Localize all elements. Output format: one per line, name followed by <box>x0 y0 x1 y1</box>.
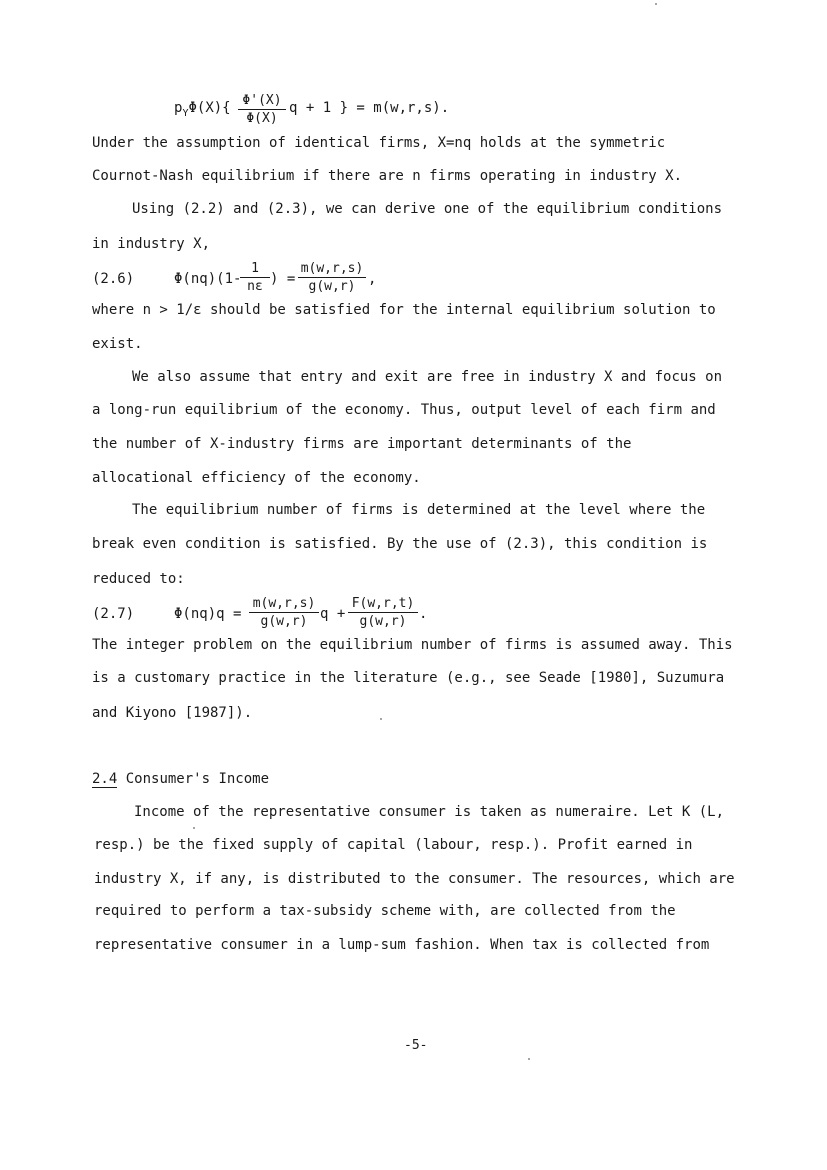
frac-denominator: g(w,r) <box>308 279 356 294</box>
equation-2-6-lhs: Φ(nq)(1- <box>174 271 242 287</box>
eq-top-suffix: q + 1 } = m(w,r,s). <box>289 100 450 116</box>
equation-2-6-fraction-1 <box>240 262 270 293</box>
text-line: and Kiyono [1987]). <box>92 705 253 721</box>
frac-denominator: g(w,r) <box>260 614 308 629</box>
eq-top-frac-denominator: Φ(X) <box>246 111 278 126</box>
text-line: allocational efficiency of the economy. <box>92 470 421 486</box>
text-line: in industry X, <box>92 236 211 252</box>
scan-speck <box>380 718 382 720</box>
text-line: is a customary practice in the literature (e.g., see Seade [1980], Suzumura <box>92 670 725 686</box>
equation-2-7-mid: q + <box>320 606 346 622</box>
page-number: -5- <box>404 1038 428 1053</box>
eq-top-frac-numerator: Φ'(X) <box>238 94 286 110</box>
text-line: We also assume that entry and exit are free in industry X and focus on <box>132 369 723 385</box>
equation-2-6-mid: ) = <box>270 271 296 287</box>
text-line: representative consumer in a lump-sum fashion. When tax is collected from <box>94 937 710 953</box>
eq-top-subscript: Y <box>182 107 189 119</box>
equation-2-6-label: (2.6) <box>92 271 135 287</box>
text-line: the number of X-industry firms are important determinants of the <box>92 436 632 452</box>
text-line: The equilibrium number of firms is determined at the level where the <box>132 502 706 518</box>
section-number: 2.4 <box>92 771 118 787</box>
frac-numerator: F(w,r,t) <box>348 597 418 613</box>
text-line: industry X, if any, is distributed to the consumer. The resources, which are <box>94 871 735 887</box>
equation-2-6-fraction-2 <box>298 262 366 293</box>
section-title: Consumer's Income <box>125 771 270 787</box>
frac-denominator: nε <box>247 279 263 294</box>
frac-numerator: m(w,r,s) <box>249 597 319 613</box>
text-line: a long-run equilibrium of the economy. Thus, output level of each firm and <box>92 402 716 418</box>
text-line: Under the assumption of identical firms, X=nq holds at the symmetric <box>92 135 666 151</box>
text-line: Using (2.2) and (2.3), we can derive one of the equilibrium conditions <box>132 201 723 217</box>
text-line: The integer problem on the equilibrium number of firms is assumed away. This <box>92 637 733 653</box>
equation-2-7-end: . <box>419 606 428 622</box>
equation-top <box>174 100 231 119</box>
equation-2-7-fraction-2 <box>348 597 418 628</box>
scan-speck <box>655 3 657 5</box>
text-line: Cournot-Nash equilibrium if there are n firms operating in industry X. <box>92 168 683 184</box>
eq-top-prefix: p <box>174 100 183 116</box>
equation-2-7-fraction-1 <box>249 597 319 628</box>
scan-speck <box>193 827 195 829</box>
text-line: where n > 1/ε should be satisfied for the internal equilibrium solution to <box>92 302 716 318</box>
frac-denominator: g(w,r) <box>359 614 407 629</box>
equation-2-7-label: (2.7) <box>92 606 135 622</box>
text-line: reduced to: <box>92 571 185 587</box>
scan-speck <box>528 1058 530 1060</box>
equation-2-7-lhs: Φ(nq)q = <box>174 606 242 622</box>
eq-top-phi: Φ(X){ <box>188 100 231 116</box>
frac-numerator: m(w,r,s) <box>298 262 366 278</box>
text-line: resp.) be the fixed supply of capital (labour, resp.). Profit earned in <box>94 837 693 853</box>
eq-top-fraction <box>238 94 286 125</box>
text-line: exist. <box>92 336 143 352</box>
text-line: break even condition is satisfied. By the use of (2.3), this condition is <box>92 536 708 552</box>
section-heading <box>92 771 269 787</box>
text-line: required to perform a tax-subsidy scheme with, are collected from the <box>94 903 676 919</box>
frac-numerator: 1 <box>240 262 270 278</box>
text-line: Income of the representative consumer is taken as numeraire. Let K (L, <box>134 804 725 820</box>
equation-2-6-end: , <box>368 271 377 287</box>
